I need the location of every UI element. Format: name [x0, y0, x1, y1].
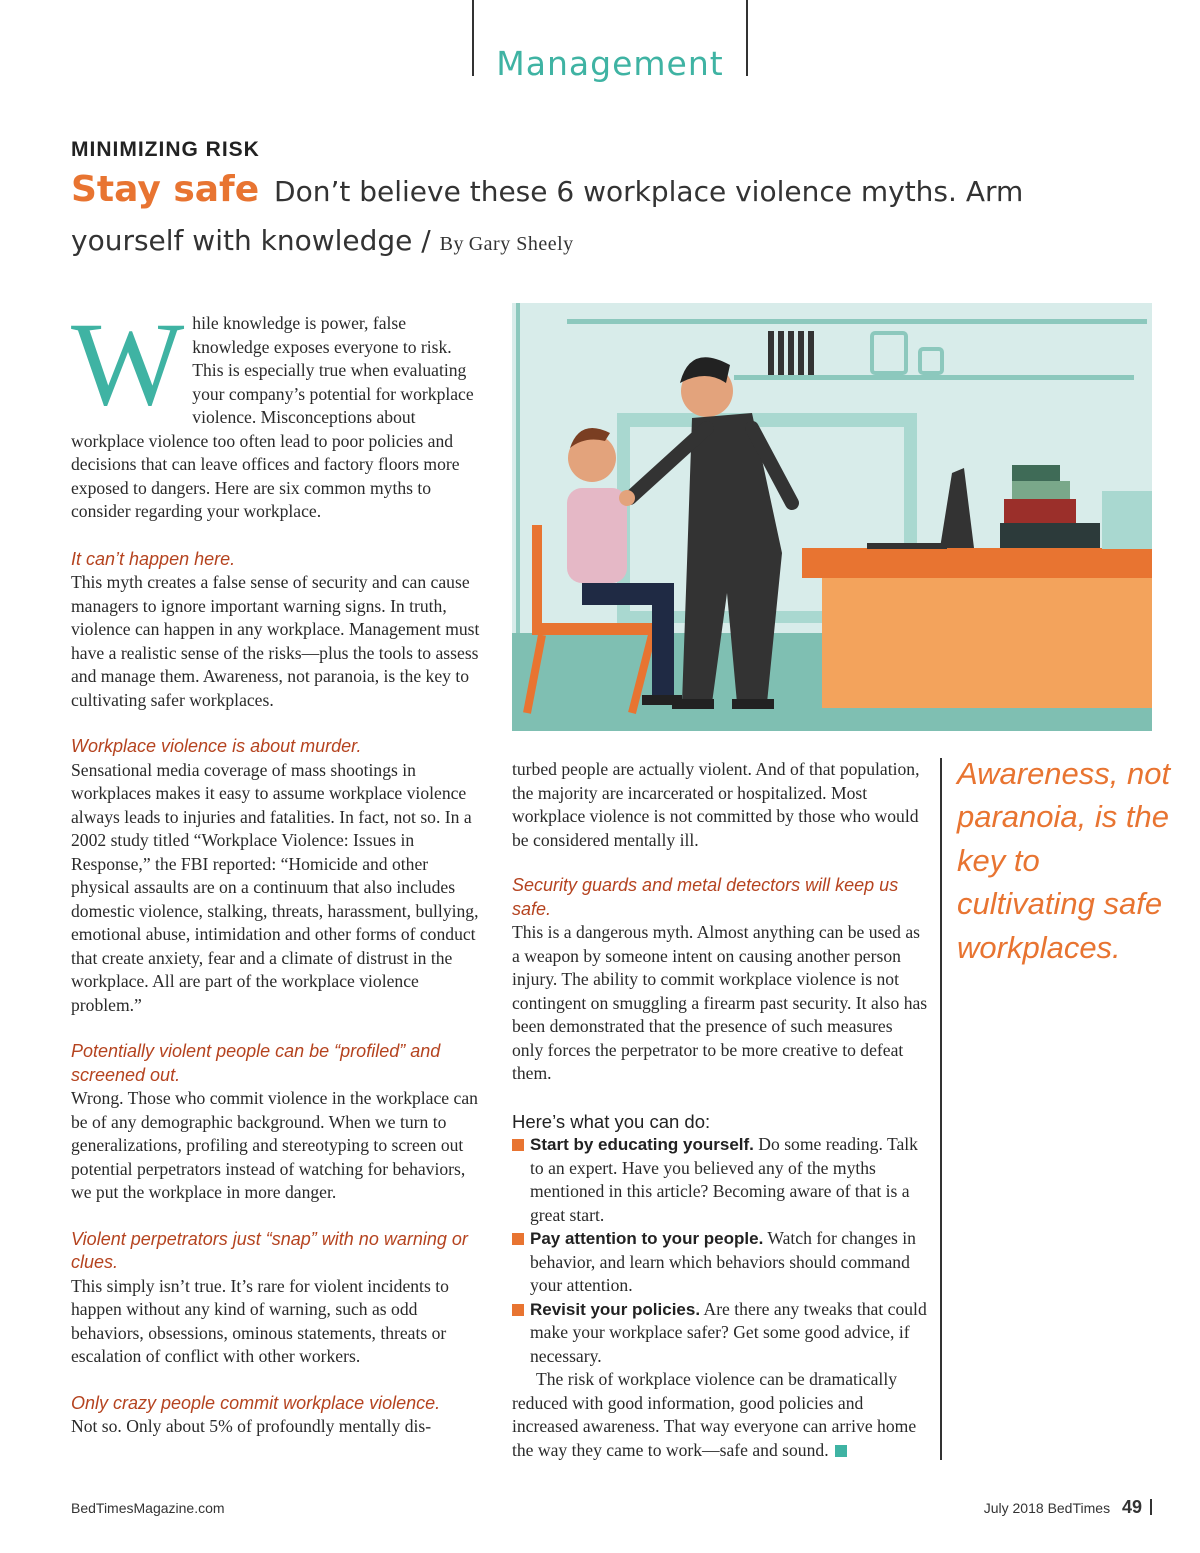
bullet-square-icon — [512, 1304, 524, 1316]
article-title: Stay safe — [71, 169, 260, 210]
myth-body: This simply isn’t true. It’s rare for violent incidents to happen without any kind of warning, such as odd behaviors, obsessions, ominous statements, threats or escalation of conflict with other workers. — [71, 1275, 449, 1366]
byline-author: Gary Sheely — [468, 233, 574, 255]
section-rule-right — [746, 0, 748, 76]
action-item-lead: Pay attention to your people. — [530, 1229, 764, 1248]
action-list-title: Here’s what you can do: — [512, 1110, 711, 1132]
action-item — [512, 1298, 928, 1369]
footer-site: BedTimesMagazine.com — [71, 1500, 225, 1516]
myth-heading: Only crazy people commit workplace violence. — [71, 1392, 441, 1413]
footer-issue: July 2018 — [983, 1500, 1044, 1516]
page-number: 49 — [1121, 1497, 1142, 1517]
action-item-lead: Revisit your policies. — [530, 1299, 701, 1319]
continuation-paragraph: turbed people are actually violent. And of that population, the majority are incarcerated or hospitalized. Most workplace violence is not committed by those who would be considered mentally ill. — [512, 759, 920, 850]
action-item-lead: Start by educating yourself. — [530, 1135, 754, 1154]
bullet-square-icon — [512, 1139, 524, 1151]
action-item — [512, 1133, 928, 1227]
footer-magazine: BedTimes — [1047, 1500, 1111, 1516]
closing-text: The risk of workplace violence can be dramatically reduced with good information, good policies and increased awareness. That way everyone can arrive home the way they came to work—safe and sound. — [512, 1369, 917, 1460]
closing-paragraph — [512, 1368, 928, 1462]
action-item-text: Do some reading. Talk to an expert. Have you believed any of the myths mentioned in this article? Becoming aware of that is a great start. — [530, 1134, 918, 1225]
footer-folio — [984, 1497, 1152, 1518]
bullet-square-icon — [512, 1233, 524, 1245]
action-item-text: Watch for changes in behavior, and learn which behaviors should command your attention. — [530, 1228, 916, 1295]
byline — [440, 235, 574, 254]
myth-heading: Violent perpetrators just “snap” with no warning or clues. — [71, 1228, 468, 1272]
action-item-text: Are there any tweaks that could make your workplace safer? Get some good advice, if necessary. — [530, 1298, 927, 1366]
article-headline — [71, 165, 1131, 269]
office-confrontation-illustration — [512, 303, 1152, 731]
article-kicker: MINIMIZING RISK — [71, 138, 260, 161]
intro-text: hile knowledge is power, false knowledge exposes everyone to risk. This is especially true when evaluating your company’s potential for workplace violence. Misconceptions about workplace violence too often lead to poor policies and decisions that can leave offices and factory floors more exposed to dangers. Here are six common myths to consider regarding your workplace. — [71, 313, 474, 521]
myth-body: Wrong. Those who commit violence in the workplace can be of any demographic background. When we turn to generalizations, profiling and stereotyping to screen out potential perpetrators instead of watching for behaviors, we put the workplace in more danger. — [71, 1088, 478, 1202]
article-deck: Don’t believe these 6 workplace violence myths. Arm yourself with knowledge / — [71, 175, 1024, 257]
action-item — [512, 1227, 928, 1298]
section-label: Management — [496, 44, 724, 83]
myth-heading: Workplace violence is about murder. — [71, 736, 362, 756]
myth-body: This myth creates a false sense of security and can cause managers to ignore important warning signs. In truth, violence can happen in any workplace. Management must have a realistic sense of the risks—plus the tools to assess and manage them. Awareness, not paranoia, is the key to cultivating safer workplaces. — [71, 572, 480, 710]
myth-heading: Potentially violent people can be “profiled” and screened out. — [71, 1041, 441, 1085]
myth-body: Sensational media coverage of mass shootings in workplaces makes it easy to assume workplace violence always leads to injuries and fatalities. In fact, not so. In a 2002 study titled “Workplace Violence: Issues in Response,” the FBI reported: “Homicide and other physical assaults are on a continuum that also includes domestic violence, stalking, threats, harassment, bullying, emotional abuse, intimidation and other forms of conduct that create anxiety, fear and a climate of distrust in the workplace. All are part of the workplace violence problem.” — [71, 759, 479, 1015]
column-2 — [512, 758, 928, 1462]
end-mark-icon — [835, 1445, 847, 1457]
drop-cap: W — [71, 297, 185, 430]
footer-rule — [1150, 1499, 1152, 1515]
pull-quote: Awareness, not paranoia, is the key to cultivating safe workplaces. — [957, 756, 1171, 965]
myth-heading: Security guards and metal detectors will keep us safe. — [512, 875, 899, 919]
intro-paragraph — [71, 297, 485, 524]
byline-by: By — [439, 233, 464, 255]
myth-heading: It can’t happen here. — [71, 548, 236, 569]
myth-body: This is a dangerous myth. Almost anything can be used as a weapon by someone intent on causing another person injury. The ability to commit workplace violence is not contingent on smuggling a firearm past security. It also has been demonstrated that the presence of such measures only forces the perpetrator to be more creative to defeat them. — [512, 922, 928, 1083]
column-1 — [71, 297, 485, 1439]
myth-body: Not so. Only about 5% of profoundly mentally dis- — [71, 1416, 432, 1436]
pull-quote-rule — [940, 758, 942, 1460]
